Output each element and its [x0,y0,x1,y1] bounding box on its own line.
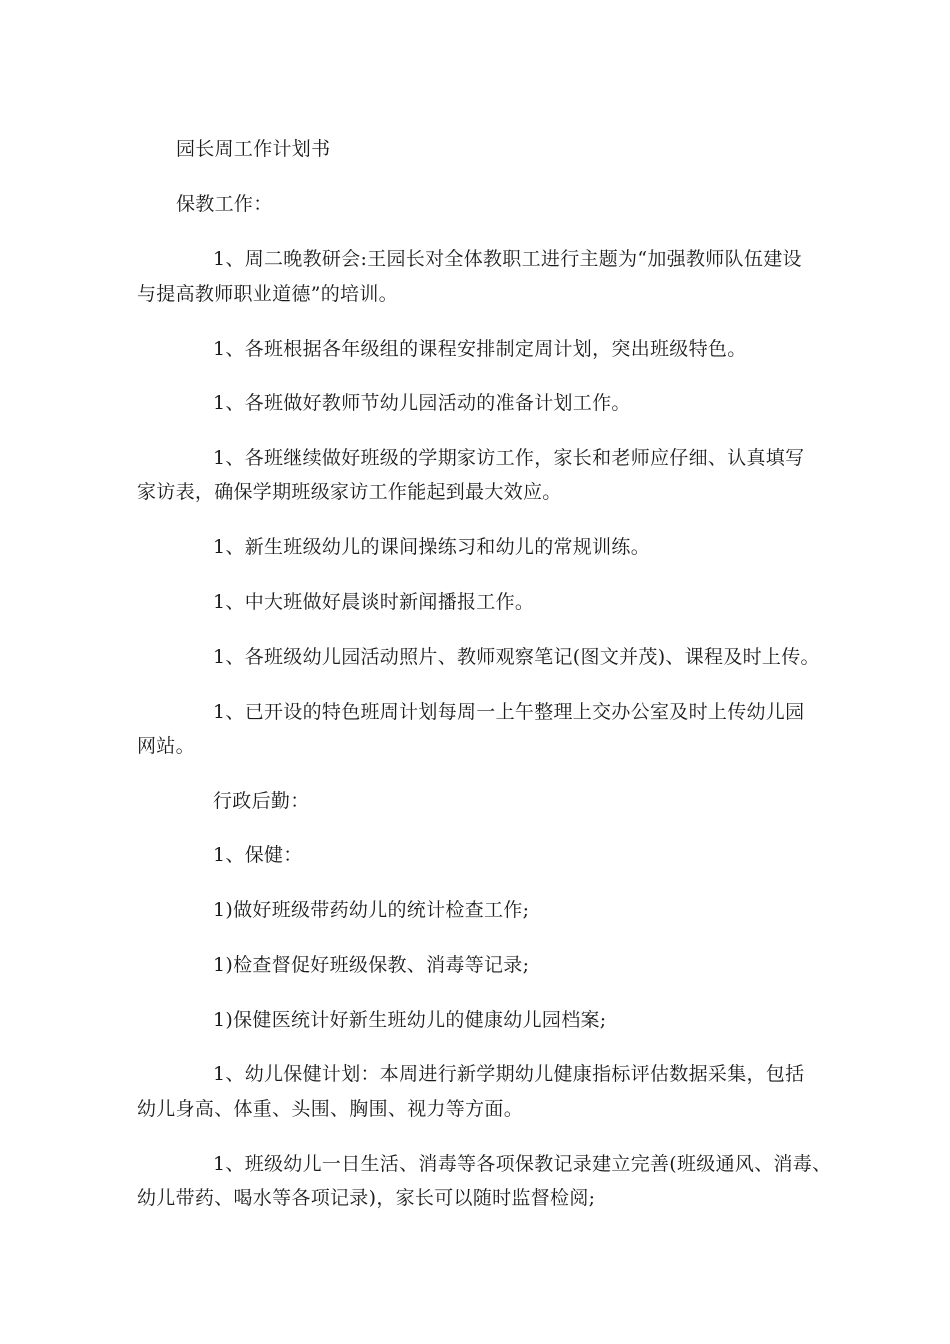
health-heading: 1、保健： [213,844,303,866]
paragraph-6: 1、中大班做好晨谈时新闻播报工作。 [213,591,535,613]
health-item-2: 1)检查督促好班级保教、消毒等记录; [213,954,530,976]
paragraph-8-line-2: 网站。 [137,735,195,757]
paragraph-1-line-1: 1、周二晚教研会:王园长对全体教职工进行主题为“加强教师队伍建设 [213,248,802,270]
paragraph-4-line-2: 家访表，确保学期班级家访工作能起到最大效应。 [137,481,562,503]
paragraph-4-line-1: 1、各班继续做好班级的学期家访工作，家长和老师应仔细、认真填写 [213,447,805,469]
paragraph-10-line-1: 1、班级幼儿一日生活、消毒等各项保教记录建立完善(班级通风、消毒、 [213,1153,832,1175]
paragraph-10-line-2: 幼儿带药、喝水等各项记录)，家长可以随时监督检阅; [137,1187,596,1209]
paragraph-8-line-1: 1、已开设的特色班周计划每周一上午整理上交办公室及时上传幼儿园 [213,701,805,723]
paragraph-9-line-1: 1、幼儿保健计划：本周进行新学期幼儿健康指标评估数据采集，包括 [213,1063,805,1085]
health-item-3: 1)保健医统计好新生班幼儿的健康幼儿园档案; [213,1009,607,1031]
health-item-1: 1)做好班级带药幼儿的统计检查工作; [213,899,530,921]
section-heading-admin: 行政后勤： [213,790,310,812]
document-title: 园长周工作计划书 [176,138,331,160]
paragraph-3: 1、各班做好教师节幼儿园活动的准备计划工作。 [213,392,631,414]
paragraph-2: 1、各班根据各年级组的课程安排制定周计划，突出班级特色。 [213,338,747,360]
paragraph-1-line-2: 与提高教师职业道德”的培训。 [137,283,398,305]
paragraph-5: 1、新生班级幼儿的课间操练习和幼儿的常规训练。 [213,536,650,558]
paragraph-9-line-2: 幼儿身高、体重、头围、胸围、视力等方面。 [137,1098,524,1120]
paragraph-7: 1、各班级幼儿园活动照片、教师观察笔记(图文并茂)、课程及时上传。 [213,646,820,668]
section-heading-teaching: 保教工作： [176,193,273,215]
